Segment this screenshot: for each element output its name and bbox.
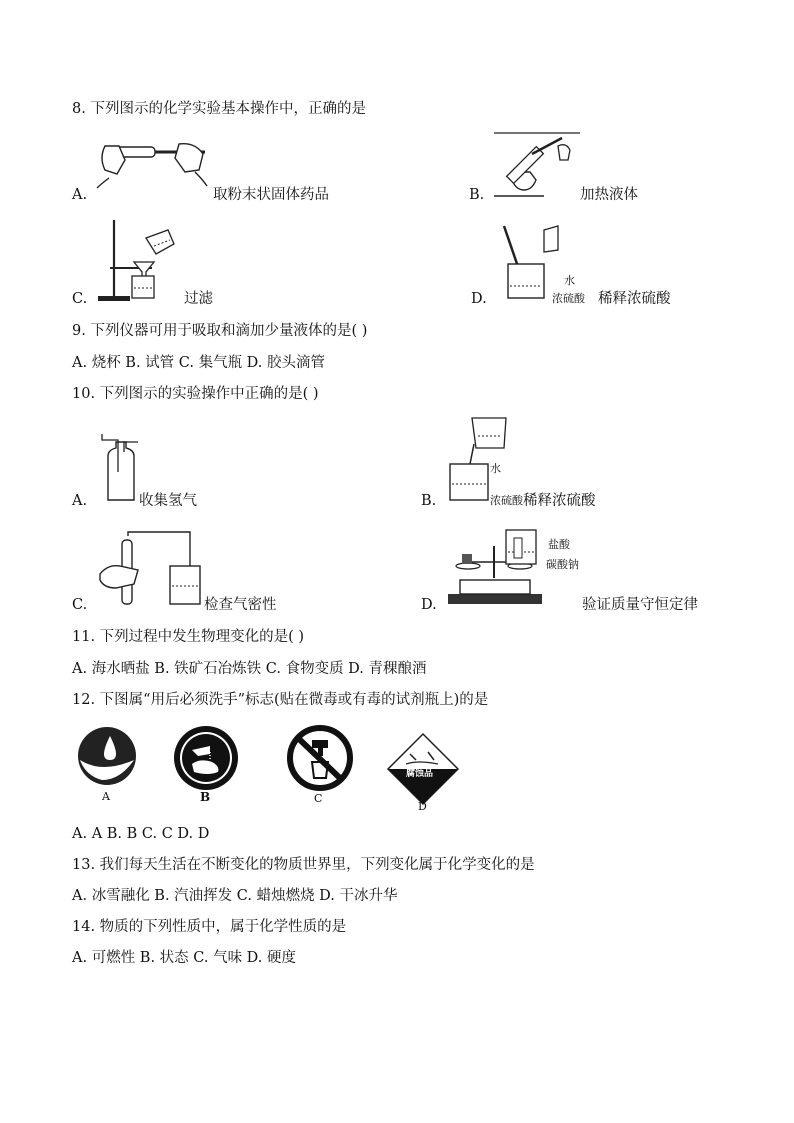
question-9-stem: 9. 下列仪器可用于吸取和滴加少量液体的是( ) xyxy=(72,323,368,339)
question-13-stem: 13. 我们每天生活在不断变化的物质世界里，下列变化属于化学变化的是 xyxy=(72,857,535,873)
sign-d-label: D xyxy=(418,800,427,813)
question-12-stem: 12. 下图属“用后必须洗手”标志(贴在微毒或有毒的试剂瓶上)的是 xyxy=(72,692,489,708)
q10-label-conc-acid: 浓硫酸 xyxy=(490,494,523,507)
q10-option-d-caption: 验证质量守恒定律 xyxy=(582,597,698,613)
q10-label-hcl: 盐酸 xyxy=(548,538,570,551)
q8-option-c-letter: C. xyxy=(72,291,88,307)
dilute-acid-illustration-q8 xyxy=(500,224,560,304)
q8-option-c-caption: 过滤 xyxy=(184,291,213,307)
heating-liquid-illustration xyxy=(492,130,582,200)
sign-a-label: A xyxy=(102,790,110,803)
q10-option-a-letter: A. xyxy=(72,493,88,509)
q10-label-na2co3: 碳酸钠 xyxy=(546,558,579,571)
sign-c-label: C xyxy=(314,792,323,805)
question-14-stem: 14. 物质的下列性质中，属于化学性质的是 xyxy=(72,919,347,935)
airtightness-check-illustration xyxy=(98,530,204,608)
q8-option-b-caption: 加热液体 xyxy=(580,187,638,203)
powder-spatula-illustration xyxy=(95,138,210,188)
q10-option-b-letter: B. xyxy=(421,493,437,509)
q8-option-a-caption: 取粉末状固体药品 xyxy=(213,187,329,203)
q8-option-b-letter: B. xyxy=(469,187,485,203)
question-11-options: A. 海水晒盐 B. 铁矿石冶炼铁 C. 食物变质 D. 青稞酿酒 xyxy=(72,661,427,677)
question-14-options: A. 可燃性 B. 状态 C. 气味 D. 硬度 xyxy=(72,950,297,966)
q10-option-c-letter: C. xyxy=(72,597,88,613)
q10-option-d-letter: D. xyxy=(421,597,437,613)
filtration-illustration xyxy=(96,216,180,304)
q10-option-a-caption: 收集氢气 xyxy=(139,493,197,509)
q8-option-d-letter: D. xyxy=(471,291,487,307)
question-8-stem: 8. 下列图示的化学实验基本操作中，正确的是 xyxy=(72,101,366,117)
question-9-options: A. 烧杯 B. 试管 C. 集气瓶 D. 胶头滴管 xyxy=(72,355,326,371)
sign-d-text: 腐蚀品 xyxy=(406,769,434,779)
q10-option-b-caption: 稀释浓硫酸 xyxy=(523,493,596,509)
balance-illustration xyxy=(446,528,546,606)
q8-label-water: 水 xyxy=(564,274,575,287)
question-11-stem: 11. 下列过程中发生物理变化的是( ) xyxy=(72,629,305,645)
sign-c-no-drinking-symbol xyxy=(284,726,356,792)
dilute-acid-illustration-q10 xyxy=(444,414,514,504)
sign-b-label: B xyxy=(200,790,211,804)
sign-a-hazard-symbol xyxy=(72,726,142,792)
q8-label-conc-acid: 浓硫酸 xyxy=(552,292,585,305)
question-10-stem: 10. 下列图示的实验操作中正确的是( ) xyxy=(72,386,319,402)
question-12-options: A. A B. B C. C D. D xyxy=(72,826,210,842)
q10-option-c-caption: 检查气密性 xyxy=(204,597,277,613)
q10-label-water: 水 xyxy=(490,462,501,475)
question-13-options: A. 冰雪融化 B. 汽油挥发 C. 蜡烛燃烧 D. 干冰升华 xyxy=(72,888,398,904)
q8-option-d-caption: 稀释浓硫酸 xyxy=(598,291,671,307)
sign-b-wash-hands-symbol xyxy=(170,726,242,792)
q8-option-a-letter: A. xyxy=(72,187,88,203)
gas-collection-bottle-illustration xyxy=(98,432,140,504)
